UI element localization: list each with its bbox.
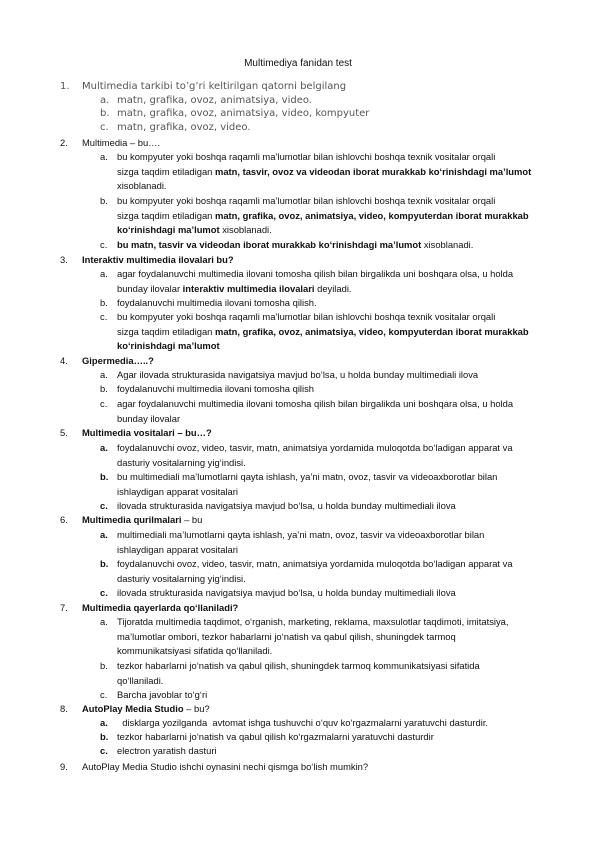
option-text-bold: ko‘rinishdagi ma’lumot [117,224,220,235]
option-text: ilovada strukturasida navigatsiya mavjud bo‘lsa, u holda bunday multimediali ilova [117,500,456,511]
q3-option-c [100,310,553,354]
question-5 [60,426,552,440]
q5-option-b [100,470,553,499]
q7-option-b [100,659,553,688]
document-title: Multimediya fanidan test [244,58,352,69]
option-text: xisoblanadi. [117,180,167,191]
question-text-bold: Multimedia qurilmalari [82,514,182,525]
option-text: agar foydalanuvchi multimedia ilovani tomosha qilish bilan birgalikda uni boshqara olsa, u holda [117,398,514,409]
question-text: Gipermedia…..? [82,355,154,366]
option-letter: b. [100,558,109,569]
option-letter: a. [100,529,108,540]
option-letter: b. [100,383,108,394]
option-text: bu kompyuter yoki boshqa raqamli ma’lumotlar bilan ishlovchi boshqa texnik vositalar orqali [117,195,496,206]
q1-option-b [100,107,553,122]
option-text: bunday ilovalar [117,282,183,294]
option-letter: a. [100,616,108,627]
option-letter: a. [100,151,108,162]
q6-option-a [100,528,553,557]
option-letter: b. [100,731,109,742]
question-number: 1. [60,81,70,92]
option-text: bu multimediali ma’lumotlarni qayta ishlash, ya’ni matn, ovoz, tasvir va videoaxborotlar bilan [117,471,498,482]
option-text-bold: matn, tasvir, ovoz va videodan iborat murakkab ko‘rinishdagi ma’lumot [214,165,532,177]
question-text: Multimedia tarkibi to’g’ri keltirilgan qatorni belgilang [82,81,347,92]
option-text: xisoblanadi. [219,224,272,235]
question-6 [60,513,552,527]
question-text-bold: AutoPlay Media Studio [82,703,184,714]
question-text: Multimedia vositalari – bu…? [82,427,212,438]
q6-option-b [100,557,553,586]
q8-option-b [100,730,553,745]
question-text: Interaktiv multimedia ilovalari bu? [82,254,234,265]
question-number: 3. [60,254,68,265]
option-letter: b. [100,297,108,308]
question-4 [60,354,552,368]
option-text: dasturiy vositalarning yig‘indisi. [117,572,246,584]
option-text: bu kompyuter yoki boshqa raqamli ma’lumotlar bilan ishlovchi boshqa texnik vositalar orqali [117,151,496,162]
question-2 [60,136,552,150]
question-text: AutoPlay Media Studio ishchi oynasini nechi qismga bo‘lish mumkin? [82,761,369,772]
q6-option-c [100,586,553,601]
option-text: sizga taqdim etiladigan [117,325,215,337]
option-text: bu kompyuter yoki boshqa raqamli ma’lumotlar bilan ishlovchi boshqa texnik vositalar orqali [117,311,496,322]
q4-option-c [100,397,553,426]
option-letter: c. [100,689,108,700]
option-letter: c. [100,239,108,250]
option-letter: b. [100,471,109,482]
q2-option-c [100,238,553,253]
option-text: ilovada strukturasida navigatsiya mavjud bo‘lsa, u holda bunday multimediali ilova [117,587,456,598]
option-text: sizga taqdim etiladigan [117,165,215,177]
option-text: foydalanuvchi ovoz, video, tasvir, matn, animatsiya yordamida muloqotda bo‘ladigan apparat va [117,558,513,569]
option-text: matn, grafika, ovoz, animatsiya, video. [117,95,312,106]
question-8 [60,702,552,716]
q2-option-a [100,150,553,194]
option-letter: a. [100,95,110,106]
option-text-bold: ko‘rinishdagi ma’lumot [117,340,220,351]
option-text-bold: interaktiv multimedia ilovalari [182,282,315,294]
question-9 [60,760,552,774]
q2-option-b [100,194,553,238]
q8-option-a [100,716,553,731]
question-number: 7. [60,602,68,613]
option-text: ishlaydigan apparat vositalari [117,485,238,497]
option-text: qo‘llaniladi. [117,674,164,686]
option-text: matn, grafika, ovoz, animatsiya, video, kompyuter [117,108,370,119]
option-text: multimediali ma’lumotlarni qayta ishlash, ya’ni matn, ovoz, tasvir va videoaxborotlar bilan [117,529,485,540]
option-text-bold: matn, grafika, ovoz, animatsiya, video, kompyuterdan iborat murakkab [214,209,529,221]
option-text: bunday ilovalar [117,412,181,424]
option-text-bold: bu matn, tasvir va videodan iborat murakkab ko‘rinishdagi ma’lumot [117,239,422,250]
option-text: tezkor habarlarni jo‘natish va qabul qilish, shuningdek tarmoq kommunikatsiyasi sifatida [117,660,480,671]
q5-option-c [100,499,553,514]
question-number: 9. [60,761,68,772]
option-letter: b. [100,195,108,206]
option-text: Agar ilovada strukturasida navigatsiya mavjud bo‘lsa, u holda bunday multimediali ilova [117,369,479,380]
question-1 [60,80,552,94]
option-letter: c. [100,398,108,409]
q8-option-c [100,744,553,759]
option-letter: c. [100,311,108,322]
question-text: Multimedia qayerlarda qo‘llaniladi? [82,602,239,613]
q4-option-a [100,368,553,383]
q4-option-b [100,382,553,397]
option-text-bold: matn, grafika, ovoz, animatsiya, video, kompyuterdan iborat murakkab [214,325,529,337]
question-number: 8. [60,703,68,714]
option-letter: c. [100,122,109,133]
option-letter: b. [100,108,110,119]
option-letter: a. [100,442,108,453]
q5-option-a [100,441,553,470]
option-text: agar foydalanuvchi multimedia ilovani tomosha qilish bilan birgalikda uni boshqara olsa, u holda [117,268,514,279]
option-text: tezkor habarlarni jo‘natish va qabul qilish ko‘rgazmalarni yaratuvchi dasturdir [117,731,434,742]
option-text: disklarga yozilganda avtomat ishga tushuvchi o‘quv ko‘rgazmalarni yaratuvchi dasturdir. [117,717,489,728]
question-3 [60,253,552,267]
option-letter: a. [100,268,108,279]
question-number: 5. [60,427,68,438]
option-letter: c. [100,745,108,756]
option-text: sizga taqdim etiladigan [117,209,215,221]
option-letter: a. [100,369,108,380]
question-number: 2. [60,137,68,148]
q7-option-c [100,688,553,703]
option-text: foydalanuvchi multimedia ilovani tomosha qilish [117,383,314,394]
question-text: – bu [181,514,203,525]
option-text: foydalanuvchi ovoz, video, tasvir, matn, animatsiya yordamida muloqotda bo‘ladigan apparat va [117,442,513,453]
option-text: matn, grafika, ovoz, video. [117,122,251,133]
q3-option-b [100,296,553,311]
question-number: 4. [60,355,68,366]
option-text: Tijoratda multimedia taqdimot, o‘rganish, marketing, reklama, maxsulotlar taqdimoti, imitatsiya, [117,616,509,627]
option-text: electron yaratish dasturi [117,745,217,756]
q7-option-a [100,615,553,659]
option-letter: a. [100,717,108,728]
option-text: ishlaydigan apparat vositalari [117,543,238,555]
option-text: dasturiy vositalarning yig‘indisi. [117,456,246,468]
option-text: xisoblanadi. [421,239,474,250]
question-text: Multimedia – bu…. [82,137,161,148]
option-letter: c. [100,500,108,511]
option-text: kommunikatsiyasi sifatida qo‘llaniladi. [117,645,273,656]
q3-option-a [100,267,553,296]
option-text: deyiladi. [314,282,352,294]
q1-option-c [100,121,553,136]
option-text: ma’lumotlar ombori, tezkor habarlarni jo‘natish va qabul qilish, shuningdek tarmoq [117,630,456,642]
option-letter: c. [100,587,108,598]
question-text: – bu? [183,703,210,714]
option-letter: b. [100,660,108,671]
option-text: foydalanuvchi multimedia ilovani tomosha qilish. [117,297,317,308]
option-text: Barcha javoblar to‘g‘ri [117,689,208,700]
question-7 [60,601,552,615]
question-number: 6. [60,514,68,525]
